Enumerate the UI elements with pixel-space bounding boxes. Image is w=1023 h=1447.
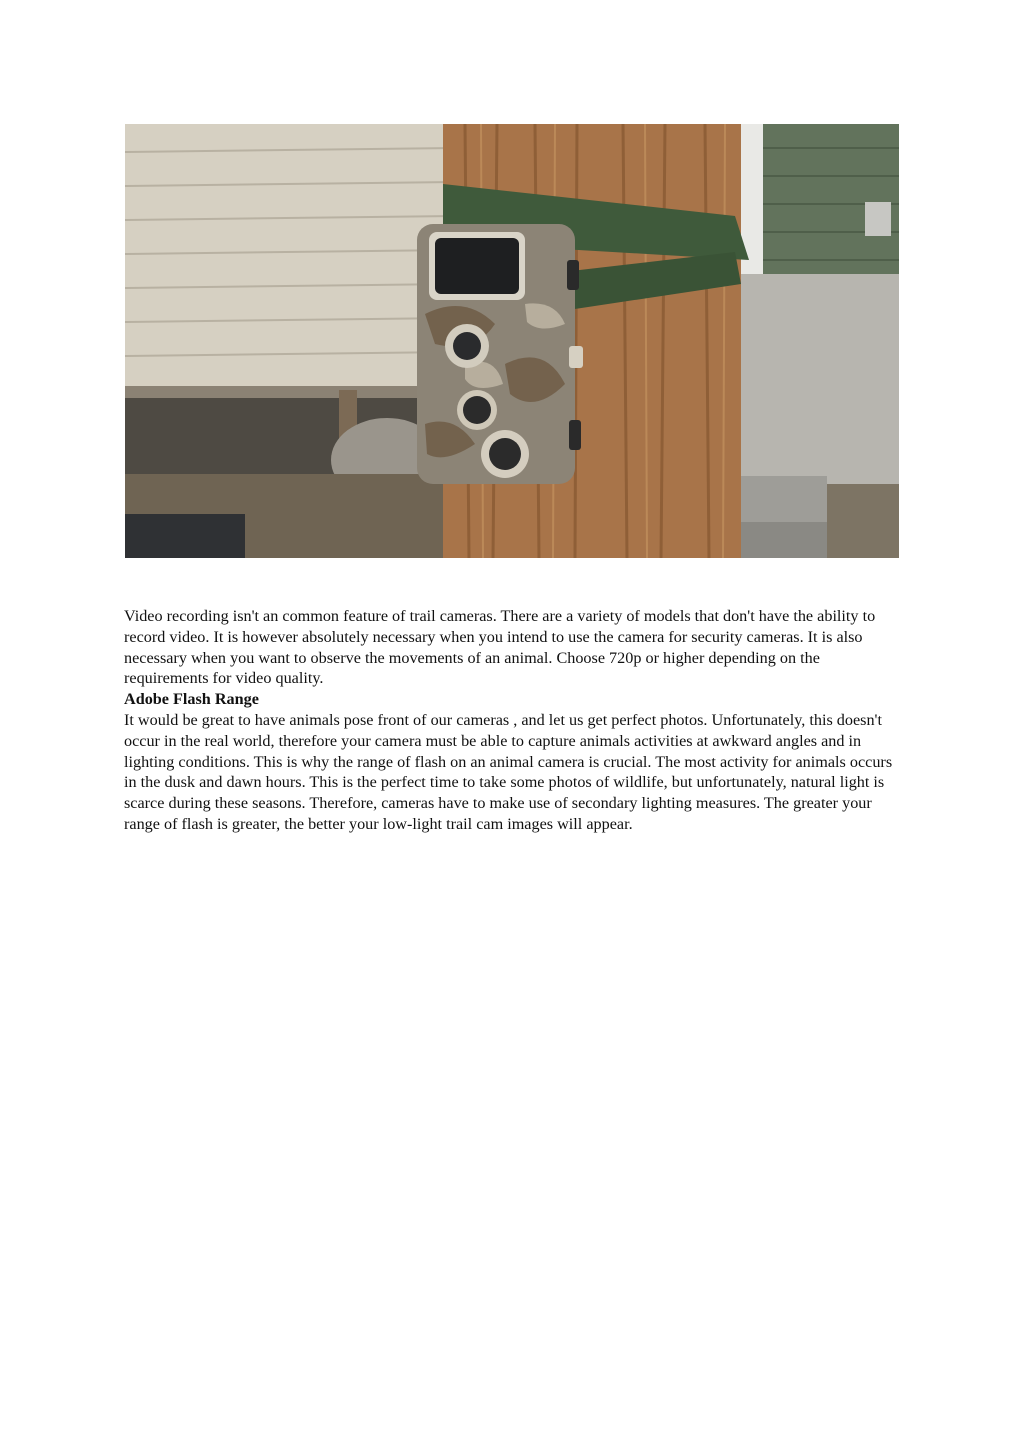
article-body (124, 606, 902, 835)
paragraph-flash-range: It would be great to have animals pose front of our cameras , and let us get perfect photos. Unfortunately, this doesn't occur in the real world, therefore your camera must be able to capture animals activities at awkward angles and in lighting conditions. This is why the range of flash on an animal camera is crucial. The most activity for animals occurs in the dusk and dawn hours. This is the perfect time to take some photos of wildlife, but unfortunately, natural light is scarce during these seasons. Therefore, cameras have to make use of secondary lighting measures. The greater your range of flash is greater, the better your low-light trail cam images will appear. (124, 710, 893, 833)
paragraph-video-recording: Video recording isn't an common feature of trail cameras. There are a variety of models that don't have the ability to record video. It is however absolutely necessary when you intend to use the camera for security cameras. It is also necessary when you want to observe the movements of an animal. Choose 720p or higher depending on the requirements for video quality. (124, 607, 876, 688)
trail-camera-photo (125, 124, 899, 558)
section-heading: Adobe Flash Range (124, 690, 259, 709)
